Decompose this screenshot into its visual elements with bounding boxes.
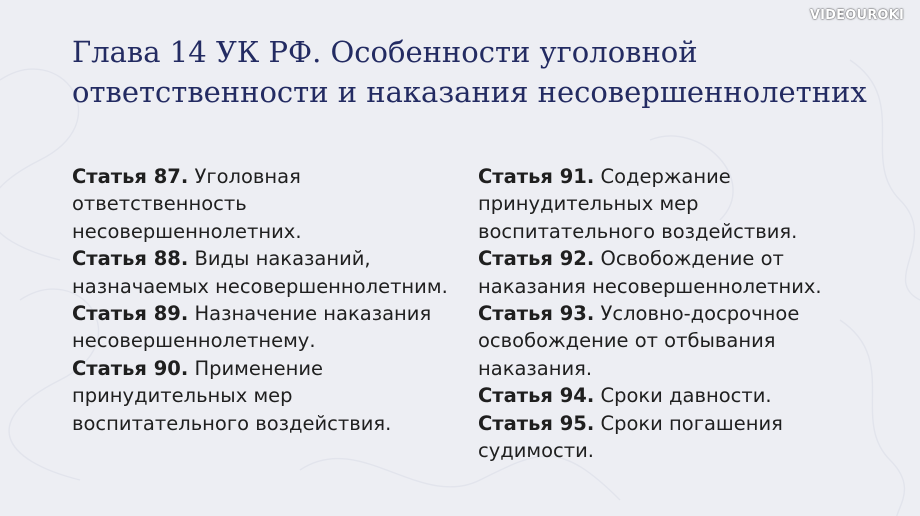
article-text: Освобождение от наказания несовершеннолетних. xyxy=(478,247,822,298)
article-text: Назначение наказания несовершеннолетнему. xyxy=(72,302,432,353)
article-94 xyxy=(478,382,873,409)
article-number: Статья 90. xyxy=(72,356,189,380)
article-87 xyxy=(72,163,467,245)
article-91 xyxy=(478,163,873,245)
article-89 xyxy=(72,300,467,355)
article-number: Статья 92. xyxy=(478,247,595,271)
article-93 xyxy=(478,300,873,382)
article-95 xyxy=(478,410,873,465)
article-number: Статья 91. xyxy=(478,165,595,188)
article-text: Сроки давности. xyxy=(594,384,772,408)
article-number: Статья 89. xyxy=(72,302,189,326)
videouroki-logo: VIDEOUROKI xyxy=(809,8,904,23)
article-text: Содержание принудительных мер воспитательного воздействия. xyxy=(478,165,798,243)
article-number: Статья 94. xyxy=(478,384,595,408)
article-88 xyxy=(72,245,467,300)
article-text: Сроки погашения судимости. xyxy=(478,411,783,463)
article-text: Условно-досрочное освобождение от отбывания наказания. xyxy=(478,302,800,380)
article-90 xyxy=(72,355,467,437)
article-text: Применение принудительных мер воспитательного воздействия. xyxy=(72,356,392,435)
article-92 xyxy=(478,245,873,300)
article-number: Статья 93. xyxy=(478,302,595,326)
articles-column-right xyxy=(478,163,873,464)
articles-column-left xyxy=(72,163,467,437)
article-number: Статья 87. xyxy=(72,165,189,188)
article-text: Уголовная ответственность несовершеннолетних. xyxy=(72,165,302,243)
page-title: Глава 14 УК РФ. Особенности уголовной ответственности и наказания несовершеннолетних xyxy=(72,35,867,109)
article-number: Статья 95. xyxy=(478,411,595,435)
article-text: Виды наказаний, назначаемых несовершеннолетним. xyxy=(72,247,448,298)
article-number: Статья 88. xyxy=(72,247,189,271)
